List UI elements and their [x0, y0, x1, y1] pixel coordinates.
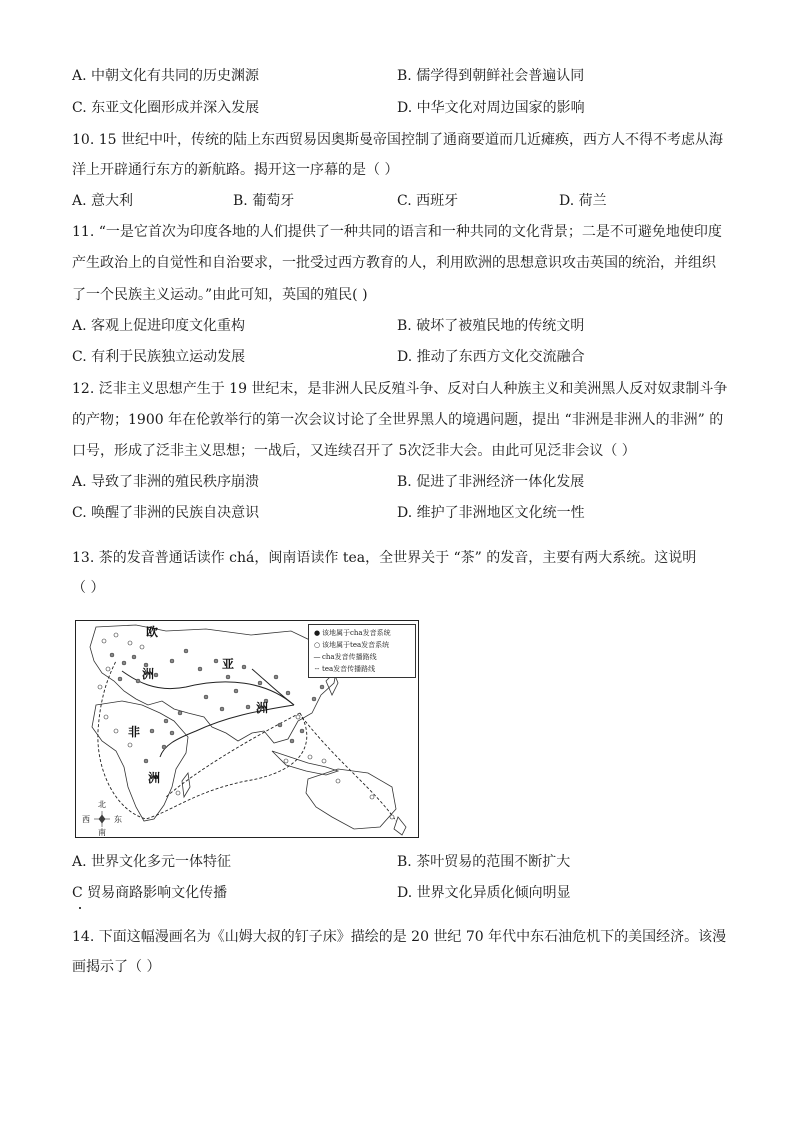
q13-stem-line1: 13. 茶的发音普通话读作 chá，闽南语读作 tea，全世界关于 “茶” 的发音，主要有两大系统。这说明 [72, 550, 697, 566]
compass-south: 南 [98, 828, 106, 837]
label-africa-2: 洲 [148, 771, 161, 785]
compass-north: 北 [98, 800, 106, 809]
label-asia-2: 洲 [256, 701, 269, 715]
q12-stem-line2: 的产物；1900 年在伦敦举行的第一次会议讨论了全世界黑人的境遇问题，提出 “非洲是非洲人的非洲” 的 [72, 412, 724, 428]
map-legend [308, 624, 416, 678]
label-asia-1: 亚 [222, 657, 235, 671]
q10-stem-line1: 10. 15 世纪中叶，传统的陆上东西贸易因奥斯曼帝国控制了通商要道而几近瘫痪，西方人不得不考虑从海 [72, 132, 723, 148]
legend-item-cha-route [312, 651, 412, 663]
q12-stem-line1: 12. 泛非主义思想产生于 19 世纪末，是非洲人民反殖斗争、反对白人种族主义和美洲黑人反对奴隶制斗争 [72, 381, 728, 397]
legend-tea-label: 该地属于tea发音系统 [322, 641, 390, 649]
dashed-line-icon: -- [314, 665, 320, 673]
q10-option-b: B. 葡萄牙 [233, 193, 295, 209]
q13-option-b: B. 茶叶贸易的范围不断扩大 [397, 854, 571, 870]
q9-option-a: A. 中朝文化有共同的历史渊源 [72, 68, 260, 84]
legend-cha-route-label: cha发音传播路线 [322, 653, 377, 661]
tea-route-2 [302, 717, 396, 821]
solid-line-icon: — [313, 653, 321, 661]
q14-stem-line2: 画揭示了（ ） [72, 959, 161, 975]
q11-option-c: C. 有利于民族独立运动发展 [72, 349, 246, 365]
label-africa-1: 非 [128, 725, 141, 739]
q9-option-c: C. 东亚文化圈形成并深入发展 [72, 100, 260, 116]
q11-stem-line1: 11. “一是它首次为印度各地的人们提供了一种共同的语言和一种共同的文化背景；二是不可避免地使印度 [72, 224, 722, 240]
australia-outline [306, 769, 396, 829]
q13-option-d: D. 世界文化异质化倾向明显 [397, 885, 571, 901]
q12-stem-line3: 口号，形成了泛非主义思想；一战后，又连续召开了 5次泛非大会。由此可见泛非会议（ ） [72, 443, 636, 459]
label-europe-1: 欧 [146, 625, 159, 639]
compass-east: 东 [114, 815, 122, 824]
q10-option-d: D. 荷兰 [559, 193, 607, 209]
madagascar-outline [182, 773, 190, 797]
legend-item-tea [312, 639, 412, 651]
q10-option-a: A. 意大利 [72, 193, 134, 209]
newzealand-outline [394, 817, 406, 835]
q14-stem-line1: 14. 下面这幅漫画名为《山姆大叔的钉子床》描绘的是 20 世纪 70 年代中东石油危机下的美国经济。该漫 [72, 929, 727, 945]
indonesia-outline [272, 751, 338, 775]
q11-option-b: B. 破坏了被殖民地的传统文明 [397, 318, 585, 334]
q11-stem-line2: 产生政治上的自觉性和自治要求，一批受过西方教育的人，利用欧洲的思想意识攻击英国的统治，并组织 [72, 255, 716, 271]
tea-pronunciation-map [75, 620, 419, 838]
compass-rose [94, 811, 110, 827]
q13-stem-line2: （ ） [72, 580, 105, 596]
q12-option-d: D. 维护了非洲地区文化统一性 [397, 505, 585, 521]
q10-option-c: C. 西班牙 [397, 193, 459, 209]
tea-route-1 [98, 661, 307, 819]
legend-item-cha [312, 627, 412, 639]
legend-tea-route-label: tea发音传播路线 [322, 665, 376, 673]
hollow-dot-icon: ○ [313, 641, 321, 649]
q12-option-b: B. 促进了非洲经济一体化发展 [397, 474, 585, 490]
filled-dot-icon: ● [313, 629, 321, 637]
q11-stem-line3: 了一个民族主义运动。”由此可知，英国的殖民( ) [72, 287, 368, 303]
stray-dot [79, 907, 81, 909]
compass-west: 西 [82, 815, 90, 824]
q9-option-d: D. 中华文化对周边国家的影响 [397, 100, 585, 116]
q10-stem-line2: 洋上开辟通行东方的新航路。揭开这一序幕的是（ ） [72, 162, 399, 178]
q11-option-d: D. 推动了东西方文化交流融合 [397, 349, 585, 365]
q13-option-a: A. 世界文化多元一体特征 [72, 854, 232, 870]
q13-option-c: C 贸易商路影响文化传播 [72, 885, 228, 901]
q9-option-b: B. 儒学得到朝鲜社会普遍认同 [397, 68, 585, 84]
legend-cha-label: 该地属于cha发音系统 [322, 629, 391, 637]
legend-item-tea-route [312, 663, 412, 675]
q11-option-a: A. 客观上促进印度文化重构 [72, 318, 246, 334]
q12-option-c: C. 唤醒了非洲的民族自决意识 [72, 505, 260, 521]
label-europe-2: 洲 [142, 667, 155, 681]
q12-option-a: A. 导致了非洲的殖民秩序崩溃 [72, 474, 260, 490]
